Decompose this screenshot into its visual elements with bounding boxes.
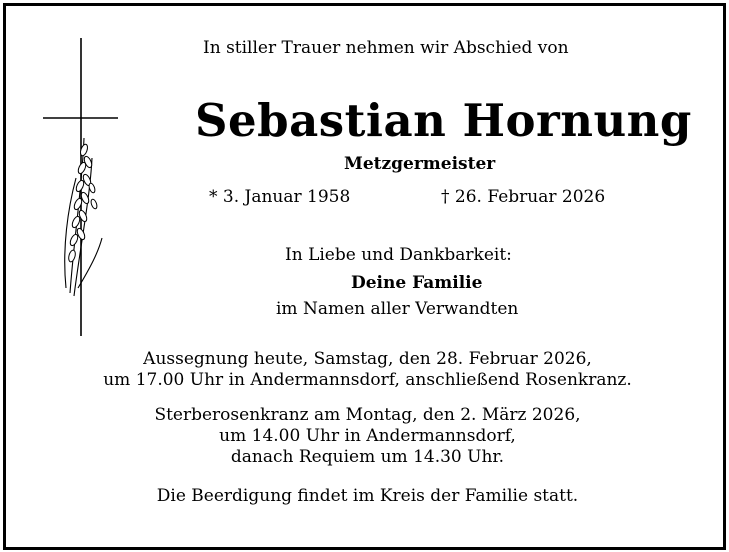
thanks-text: In Liebe und Dankbarkeit: (285, 245, 512, 265)
death-date: † 26. Februar 2026 (441, 187, 606, 207)
notice-line: um 14.00 Uhr in Andermannsdorf, (219, 426, 516, 446)
burial-notice (40, 486, 695, 507)
notice-line: Aussegnung heute, Samstag, den 28. Februar 2026, (143, 349, 592, 369)
funeral-blessing-notice (40, 349, 695, 391)
rosary-notice (40, 405, 695, 468)
relatives-text: im Namen aller Verwandten (276, 299, 519, 319)
birth-date: * 3. Januar 1958 (209, 187, 351, 207)
notice-line: Sterberosenkranz am Montag, den 2. März 2026, (154, 405, 581, 425)
notice-line: danach Requiem um 14.30 Uhr. (230, 447, 505, 467)
intro-text: In stiller Trauer nehmen wir Abschied von (203, 38, 569, 58)
cross-with-wheat-icon (40, 38, 120, 338)
occupation: Metzgermeister (344, 154, 496, 174)
notice-line: um 17.00 Uhr in Andermannsdorf, anschließend Rosenkranz. (103, 370, 632, 390)
family-signature: Deine Familie (351, 273, 483, 293)
deceased-name: Sebastian Hornung (195, 94, 692, 147)
notice-line: Die Beerdigung findet im Kreis der Familie statt. (156, 486, 579, 506)
